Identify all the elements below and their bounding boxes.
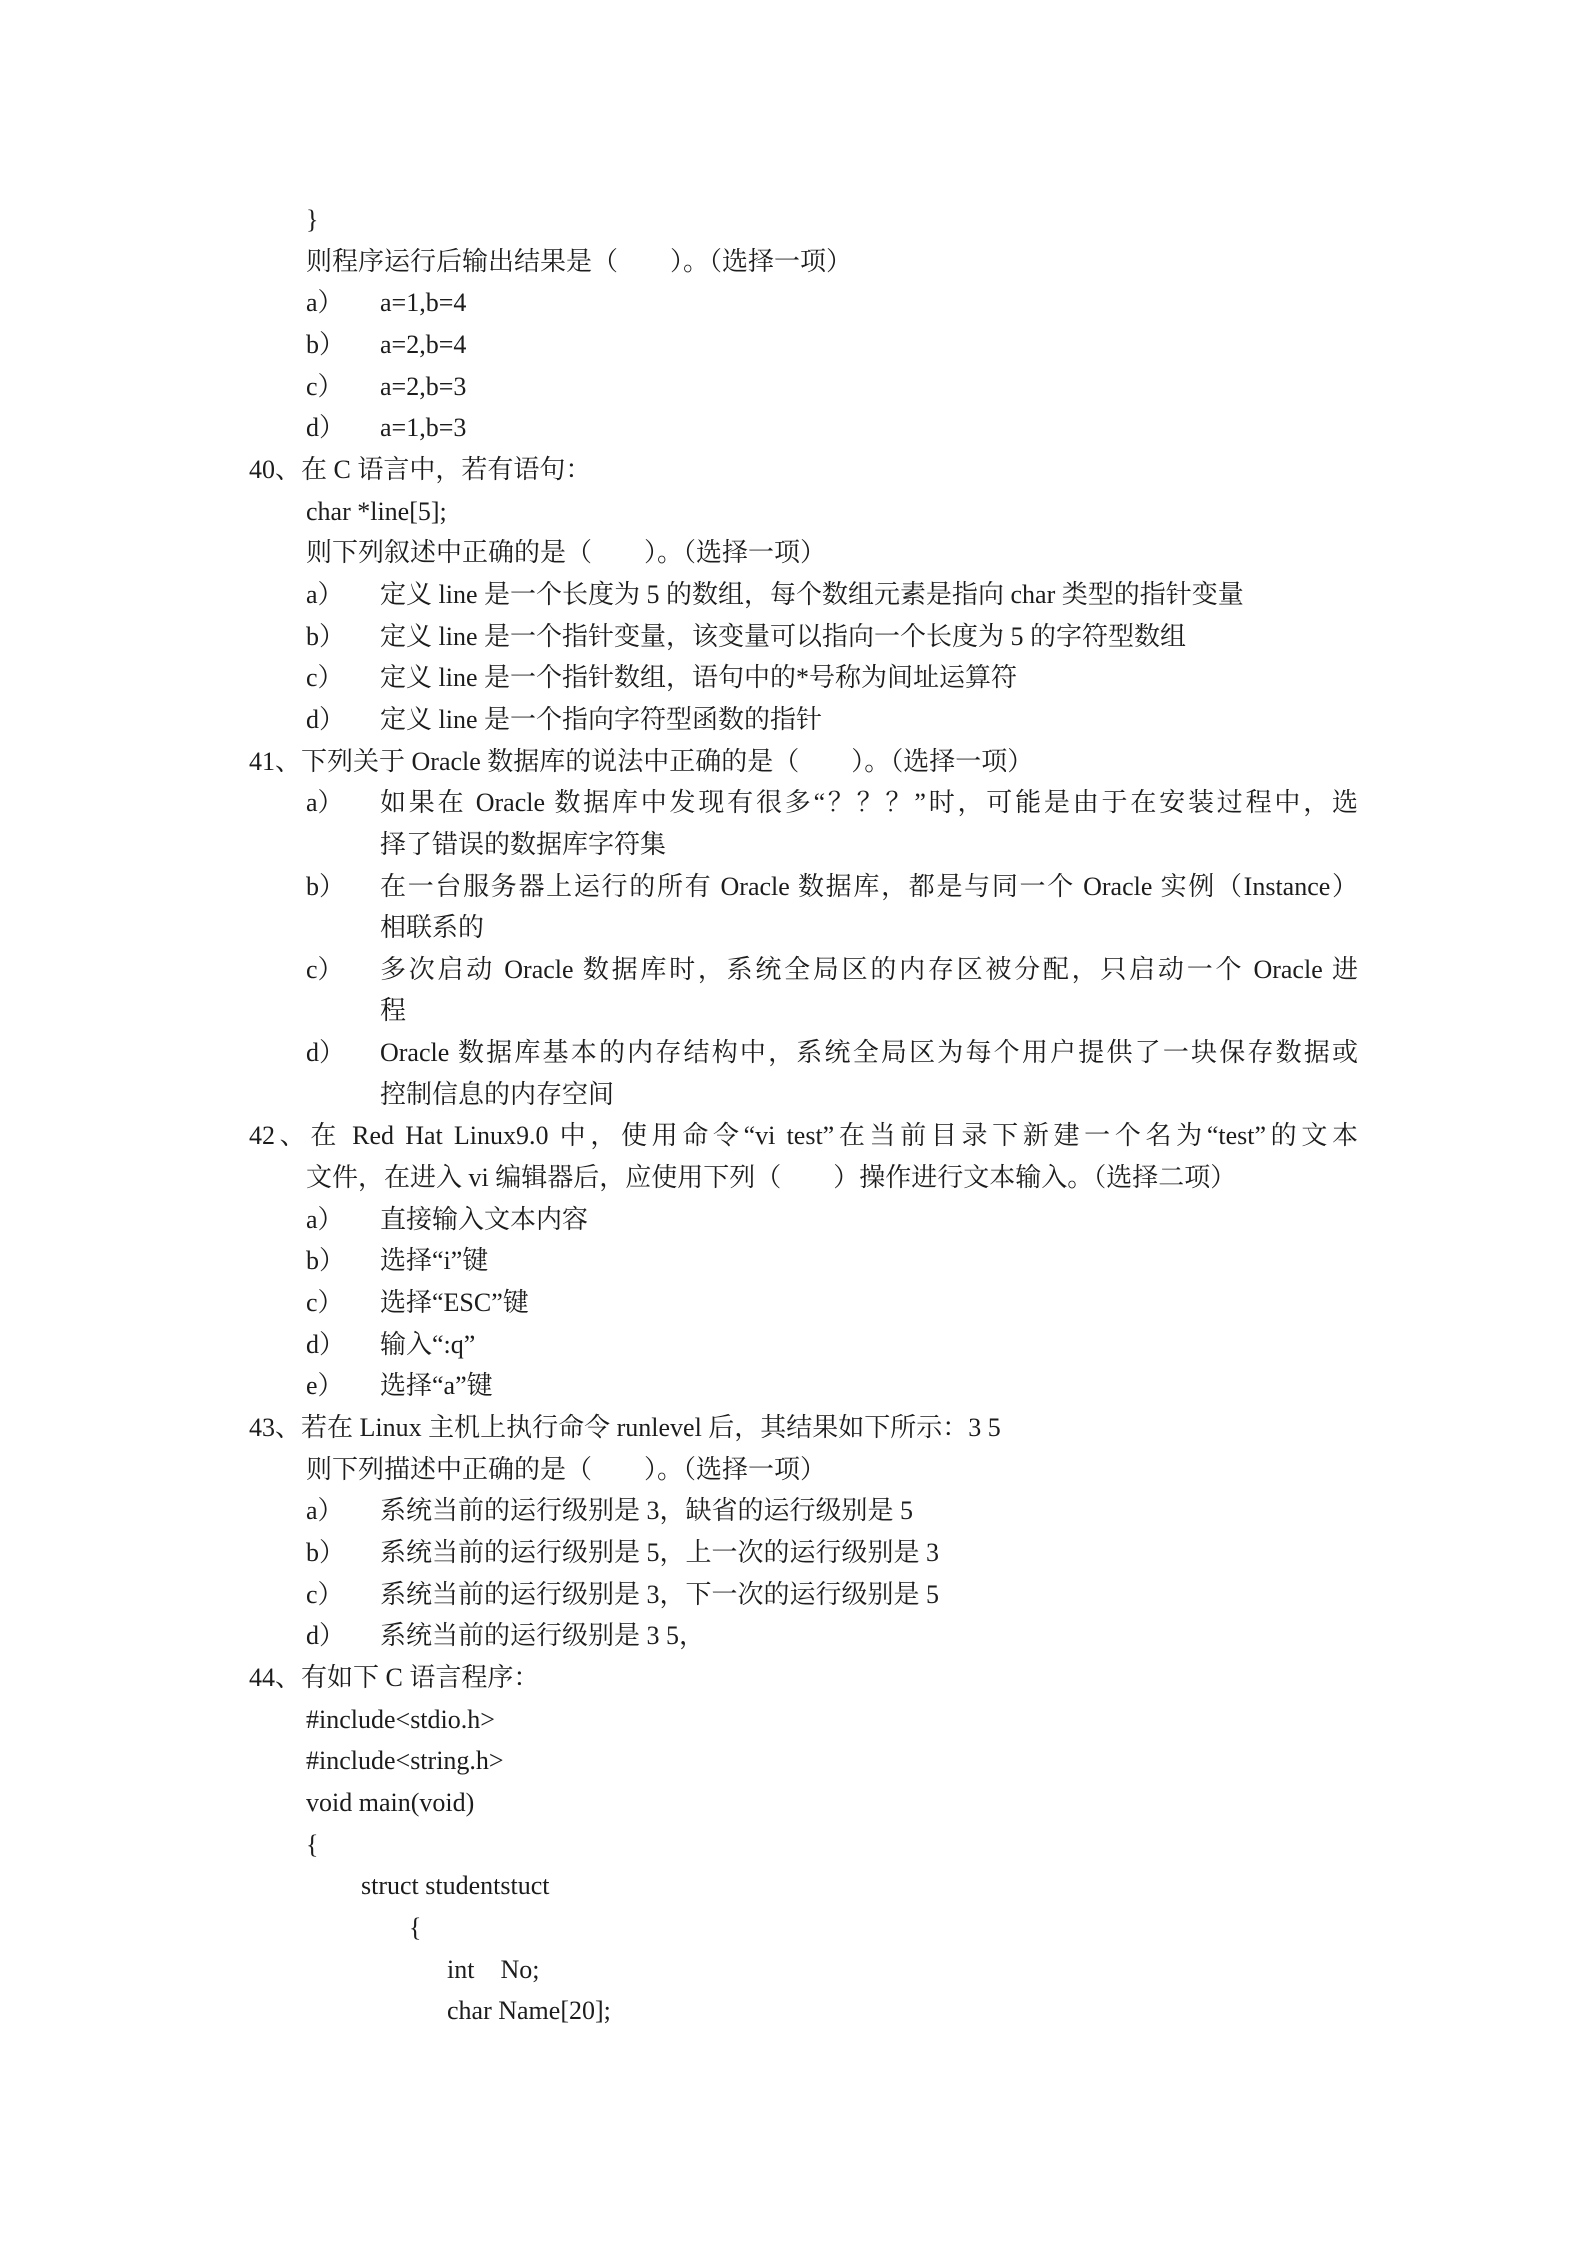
page-content (0, 199, 1594, 2032)
option-text: Oracle 数据库基本的内存结构中，系统全局区为每个用户提供了一块保存数据或 (380, 1038, 1358, 1068)
option-label: a） (306, 288, 344, 318)
question-40-stem (0, 449, 1594, 491)
prev-question-option-a (0, 282, 1594, 324)
question-prompt: 则程序运行后输出结果是（ ）。（选择一项） (306, 246, 853, 276)
question-44-stem (0, 1657, 1594, 1699)
question-44-code-5 (0, 1865, 1594, 1907)
option-label: d） (306, 1038, 346, 1068)
question-prompt: 则下列描述中正确的是（ ）。（选择一项） (306, 1454, 827, 1484)
option-text: 系统当前的运行级别是 3，下一次的运行级别是 5 (380, 1579, 940, 1609)
option-label: c） (306, 1579, 344, 1609)
question-40-option-c (0, 657, 1594, 699)
question-44-code-8 (0, 1990, 1594, 2032)
prev-question-option-d (0, 407, 1594, 449)
question-43-stem (0, 1407, 1594, 1449)
option-text-continuation: 控制信息的内存空间 (380, 1079, 615, 1109)
option-label: b） (306, 329, 346, 359)
question-number: 42、 (249, 1121, 311, 1151)
question-stem (249, 1407, 1001, 1449)
option-text: 多次启动 Oracle 数据库时，系统全局区的内存区被分配，只启动一个 Oracle 进 (380, 954, 1358, 984)
question-44-code-4 (0, 1824, 1594, 1866)
option-text: 定义 line 是一个指向字符型函数的指针 (380, 704, 822, 734)
option-label: d） (306, 1329, 346, 1359)
prev-question-prompt (0, 241, 1594, 283)
question-number: 44、 (249, 1662, 302, 1692)
option-text: 定义 line 是一个长度为 5 的数组，每个数组元素是指向 char 类型的指针变量 (380, 579, 1244, 609)
question-41-option-a-cont (0, 824, 1594, 866)
option-text: 系统当前的运行级别是 3，缺省的运行级别是 5 (380, 1496, 914, 1526)
option-label: c） (306, 1288, 344, 1318)
question-42-option-a (0, 1199, 1594, 1241)
question-41-option-d-cont (0, 1074, 1594, 1116)
option-label: a） (306, 1496, 344, 1526)
question-43-option-d (0, 1615, 1594, 1657)
question-number: 41、 (249, 746, 302, 776)
question-40-option-d (0, 699, 1594, 741)
option-text: a=2,b=4 (380, 329, 467, 359)
option-text: 选择“i”键 (380, 1246, 489, 1276)
question-44-code-2 (0, 1740, 1594, 1782)
option-text: 定义 line 是一个指针变量，该变量可以指向一个长度为 5 的字符型数组 (380, 621, 1186, 651)
option-label: d） (306, 704, 346, 734)
option-text: 输入“:q” (380, 1329, 476, 1359)
prev-question-option-c (0, 366, 1594, 408)
option-label: a） (306, 788, 344, 818)
question-40-option-a (0, 574, 1594, 616)
question-43-prompt (0, 1449, 1594, 1491)
option-text-continuation: 相联系的 (380, 913, 485, 943)
option-text: a=2,b=3 (380, 371, 467, 401)
option-label: d） (306, 413, 346, 443)
question-stem-text: 有如下 C 语言程序： (301, 1662, 540, 1692)
option-text: 在一台服务器上运行的所有 Oracle 数据库，都是与同一个 Oracle 实例（Instance） (380, 871, 1358, 901)
option-text: 直接输入文本内容 (380, 1204, 589, 1234)
question-42-option-b (0, 1240, 1594, 1282)
question-44-code-7 (0, 1949, 1594, 1991)
option-text-continuation: 程 (380, 996, 407, 1026)
option-label: c） (306, 954, 344, 984)
option-label: e） (306, 1371, 344, 1401)
question-prompt: 则下列叙述中正确的是（ ）。（选择一项） (306, 538, 827, 568)
code-line: void main(void) (306, 1787, 475, 1817)
question-stem-text: 下列关于 Oracle 数据库的说法中正确的是（ ）。（选择一项） (301, 746, 1034, 776)
question-41-stem (0, 741, 1594, 783)
question-42-stem-cont (0, 1157, 1594, 1199)
code-line: #include<string.h> (306, 1746, 504, 1776)
prev-question-option-b (0, 324, 1594, 366)
question-41-option-c (0, 949, 1594, 991)
question-42-option-d (0, 1324, 1594, 1366)
code-line: int No; (447, 1954, 540, 1984)
question-42-stem (0, 1115, 1594, 1157)
question-44-code-1 (0, 1699, 1594, 1741)
option-label: d） (306, 1621, 346, 1651)
question-44-code-6 (0, 1907, 1594, 1949)
option-text: a=1,b=4 (380, 288, 467, 318)
question-43-option-c (0, 1574, 1594, 1616)
code-line: struct studentstuct (361, 1871, 550, 1901)
code-line: #include<stdio.h> (306, 1704, 495, 1734)
option-label: a） (306, 579, 344, 609)
question-stem-text: 若在 Linux 主机上执行命令 runlevel 后，其结果如下所示：3 5 (301, 1413, 1001, 1443)
code-line: } (306, 205, 319, 234)
option-text: 系统当前的运行级别是 3 5， (380, 1621, 706, 1651)
question-41-option-d (0, 1032, 1594, 1074)
question-43-option-b (0, 1532, 1594, 1574)
option-text-continuation: 择了错误的数据库字符集 (380, 829, 667, 859)
question-42-option-e (0, 1365, 1594, 1407)
question-41-option-c-cont (0, 990, 1594, 1032)
option-label: b） (306, 871, 346, 901)
question-stem (249, 741, 1033, 783)
question-stem (249, 1115, 1358, 1157)
question-40-prompt (0, 532, 1594, 574)
prev-question-code-tail (0, 199, 1594, 241)
question-42-option-c (0, 1282, 1594, 1324)
question-43-option-a (0, 1490, 1594, 1532)
question-number: 40、 (249, 454, 302, 484)
question-41-option-a (0, 782, 1594, 824)
question-stem-text: 在 Red Hat Linux9.0 中，使用命令“vi test”在当前目录下新建一个名为“test”的文本 (310, 1121, 1358, 1151)
question-41-option-b-cont (0, 907, 1594, 949)
question-40-option-b (0, 616, 1594, 658)
question-number: 43、 (249, 1413, 302, 1443)
code-line: char Name[20]; (447, 1996, 611, 2026)
question-stem (249, 1657, 539, 1699)
option-text: 如果在 Oracle 数据库中发现有很多“？？？”时，可能是由于在安装过程中，选 (380, 788, 1358, 818)
option-label: a） (306, 1204, 344, 1234)
option-text: 定义 line 是一个指针数组，语句中的*号称为间址运算符 (380, 663, 1017, 693)
option-text: 系统当前的运行级别是 5，上一次的运行级别是 3 (380, 1538, 940, 1567)
option-label: c） (306, 663, 344, 693)
option-label: b） (306, 1538, 346, 1567)
option-label: c） (306, 371, 344, 401)
option-text: a=1,b=3 (380, 413, 467, 443)
question-stem (249, 449, 591, 491)
option-text: 选择“ESC”键 (380, 1288, 529, 1318)
code-line: char *line[5]; (306, 496, 447, 526)
question-stem-text: 在 C 语言中，若有语句： (301, 454, 592, 484)
option-label: b） (306, 1246, 346, 1276)
question-44-code-3 (0, 1782, 1594, 1824)
code-line: { (409, 1912, 422, 1942)
question-41-option-b (0, 866, 1594, 908)
option-text: 选择“a”键 (380, 1371, 493, 1401)
option-label: b） (306, 621, 346, 651)
question-40-code (0, 491, 1594, 533)
code-line: { (306, 1829, 319, 1859)
question-stem-continuation: 文件，在进入 vi 编辑器后，应使用下列（ ）操作进行文本输入。（选择二项） (306, 1163, 1237, 1193)
